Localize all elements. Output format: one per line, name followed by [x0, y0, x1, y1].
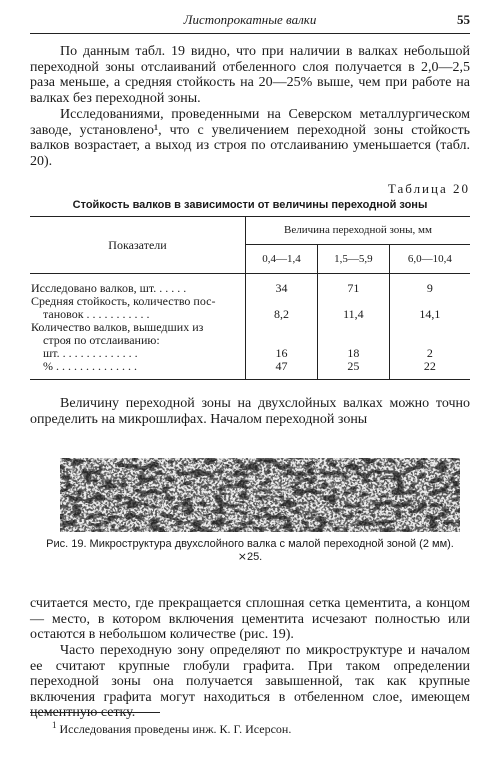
paragraph-2: Исследованиями, проведенными на Северском металлургическом заводе, установлено¹, что с увеличением переходной зоны стойкость валков возрастает, а выход из строя по отслаиванию уменьшается (табл. 20).	[30, 107, 470, 169]
table-body	[30, 274, 470, 380]
table-cell: 18	[347, 346, 360, 360]
footnote-text: Исследования проведены инж. К. Г. Исерсон.	[59, 722, 292, 736]
running-title: Листопрокатные валки	[183, 12, 317, 27]
row-label: строя по отслаиванию:	[43, 333, 160, 347]
table-cell: 16	[275, 346, 288, 360]
micrograph-texture	[60, 458, 460, 532]
row-label: Средняя стойкость, количество пос-	[31, 294, 216, 308]
table-cell: 22	[423, 359, 436, 373]
column-header-2: 1,5—5,9	[317, 245, 389, 274]
row-label: тановок . . . . . . . . . . .	[43, 307, 150, 321]
paragraph-3: Величину переходной зоны на двухслойных валках можно точно определить на микрошлифах. Началом переходной зоны	[30, 396, 470, 427]
row-label: Количество валков, вышедших из	[31, 320, 204, 334]
paragraph-4: считается место, где прекращается сплошная сетка цементита, а концом — место, в котором включения цементита исчезают полностью или остаются в небольшом количестве (рис. 19).	[30, 596, 470, 643]
table-cell: 9	[426, 281, 433, 295]
header-rule	[30, 33, 470, 34]
page-number: 55	[457, 12, 470, 27]
row-label: Исследовано валков, шт. . . . . .	[31, 281, 187, 295]
column-header-indicators: Показатели	[30, 217, 246, 274]
data-table	[30, 216, 470, 380]
paragraph-1: По данным табл. 19 видно, что при наличии в валках небольшой переходной зоны отслаиваний отбеленного слоя получается в 2,0—2,5 раза меньше, а средняя стойкость на 20—25% выше, чем при работе на валках без переходной зоны.	[30, 44, 470, 106]
table-cell: 34	[275, 281, 288, 295]
row-label: шт. . . . . . . . . . . . . .	[43, 346, 138, 360]
table-cell: 47	[275, 359, 288, 373]
figure-caption: Рис. 19. Микроструктура двухслойного валка с малой переходной зоной (2 мм). ⨯25.	[46, 538, 454, 563]
paragraph-5: Часто переходную зону определяют по микроструктуре и началом ее считают крупные глобули графита. При таком определении переходной зоны она получается завышенной, так как крупные включения графита могут находиться в отбеленном слое, имеющем цементную сетку.	[30, 643, 470, 721]
footnote-rule	[30, 712, 160, 713]
table-cell: 14,1	[419, 307, 441, 321]
column-header-group: Величина переходной зоны, мм	[246, 217, 471, 245]
table-cell: 2	[426, 346, 433, 360]
footnote-marker: 1	[52, 720, 57, 730]
footnote	[52, 720, 291, 737]
table-cell: 25	[347, 359, 360, 373]
column-header-3: 6,0—10,4	[389, 245, 470, 274]
table-cell: 8,2	[273, 307, 289, 321]
micrograph-image	[60, 458, 460, 532]
table-cell: 71	[347, 281, 360, 295]
table-cell: 11,4	[343, 307, 364, 321]
table-caption: Стойкость валков в зависимости от величины переходной зоны	[72, 199, 428, 211]
running-header	[30, 12, 470, 28]
table-label: Таблица 20	[387, 181, 470, 196]
row-label: % . . . . . . . . . . . . . .	[43, 359, 137, 373]
column-header-1: 0,4—1,4	[246, 245, 318, 274]
